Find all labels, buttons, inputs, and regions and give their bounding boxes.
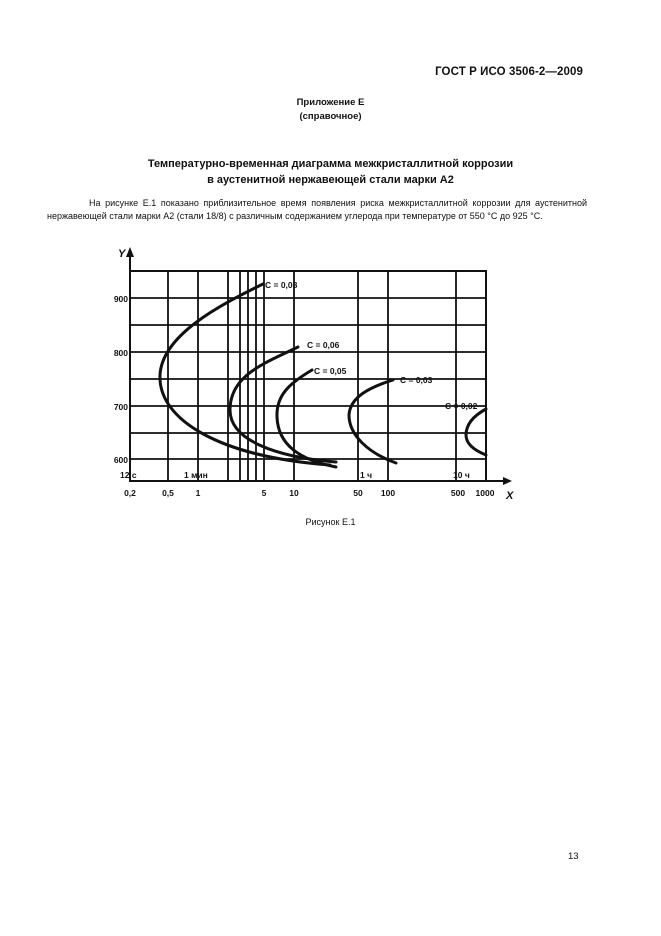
annex-heading — [0, 96, 661, 124]
x-tick-label: 500 — [450, 488, 466, 498]
ttt-diagram — [100, 245, 530, 510]
y-tick-label: 700 — [113, 402, 128, 412]
y-tick-label: 800 — [113, 348, 128, 358]
time-mark: 1 мин — [184, 470, 208, 480]
title-line-1: Температурно-временная диаграмма межкристаллитной коррозии — [147, 158, 514, 170]
x-tick-label: 5 — [261, 488, 267, 498]
y-axis-letter: Y — [118, 248, 126, 260]
x-tick-label: 100 — [380, 488, 396, 498]
document-title — [0, 156, 661, 188]
body-paragraph: На рисунке Е.1 показано приблизительное время появления риска межкристаллитной коррозии для аустенитной нержавеющей стали марки А2 (стали 18/8) с различным содержанием углерода при температуре от 550 °С до 925 °С. — [47, 198, 587, 221]
y-tick-label: 900 — [113, 294, 128, 304]
y-tick-label: 600 — [113, 455, 128, 465]
annex-note: (справочное) — [299, 111, 362, 122]
curve-label: С = 0,02 — [445, 401, 478, 411]
curve-label: С = 0,05 — [314, 366, 347, 376]
curve-label: С = 0,08 — [265, 280, 298, 290]
curve-c-005 — [277, 370, 336, 467]
page-number: 13 — [568, 851, 579, 862]
x-tick-label: 0,2 — [124, 488, 136, 498]
x-tick-label: 10 — [289, 488, 299, 498]
ttt-diagram-figure — [100, 245, 530, 510]
x-tick-label: 1 — [195, 488, 201, 498]
plot-frame — [130, 271, 486, 481]
curve-label: С = 0,03 — [400, 375, 433, 385]
figure-caption: Рисунок Е.1 — [305, 517, 356, 527]
x-axis-letter: X — [506, 490, 514, 502]
curve-c-008-inner — [230, 347, 336, 462]
time-mark: 12 с — [120, 470, 137, 480]
y-axis-arrow — [126, 247, 134, 257]
curve-label: С = 0,06 — [307, 340, 340, 350]
time-mark: 10 ч — [453, 470, 470, 480]
x-tick-label: 0,5 — [162, 488, 174, 498]
x-tick-label: 50 — [353, 488, 363, 498]
curve-c-003 — [349, 380, 396, 463]
x-tick-label: 1000 — [475, 488, 495, 498]
horizontal-grid — [130, 298, 486, 459]
curve-c-002 — [466, 409, 486, 455]
x-axis-arrow — [503, 477, 512, 485]
time-mark: 1 ч — [360, 470, 373, 480]
annex-title: Приложение Е — [296, 97, 365, 108]
title-line-2: в аустенитной нержавеющей стали марки А2 — [207, 174, 454, 186]
standard-header: ГОСТ Р ИСО 3506-2—2009 — [435, 66, 583, 78]
